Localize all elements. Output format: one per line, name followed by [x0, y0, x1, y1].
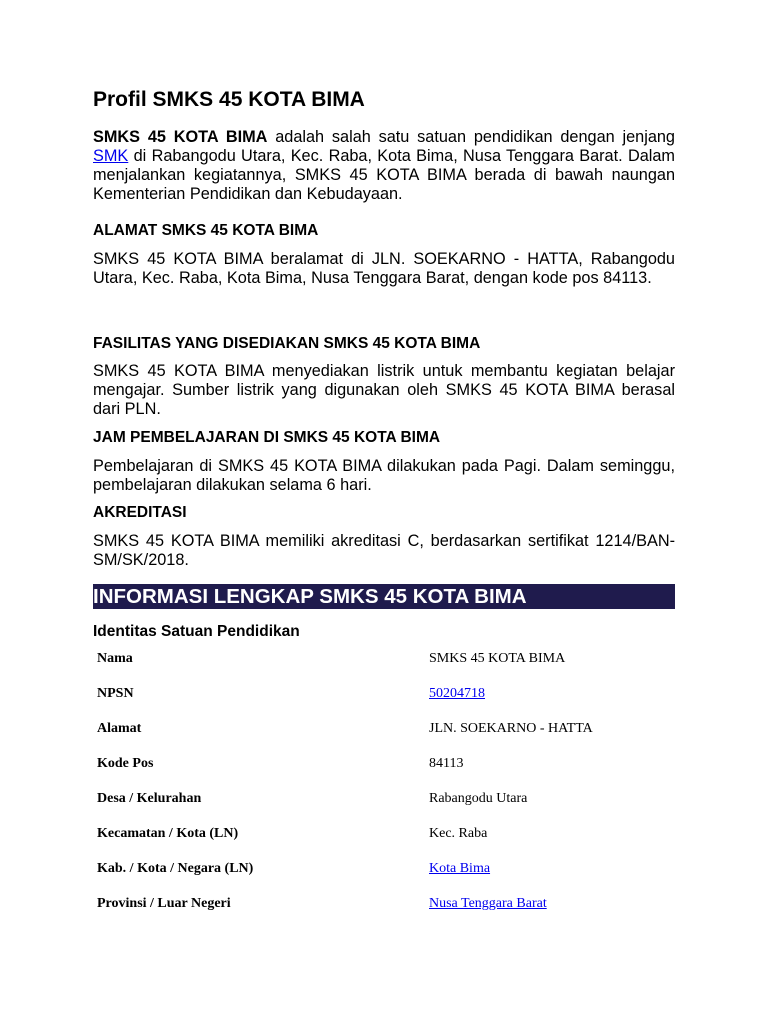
jam-paragraph: Pembelajaran di SMKS 45 KOTA BIMA dilakukan pada Pagi. Dalam seminggu, pembelajaran dilakukan selama 6 hari. — [93, 457, 675, 494]
npsn-link[interactable]: 50204718 — [429, 685, 485, 701]
row-value-kecamatan: Kec. Raba — [429, 825, 488, 841]
identity-table — [93, 641, 675, 921]
intro-school-name: SMKS 45 KOTA BIMA — [93, 128, 268, 146]
provinsi-link[interactable]: Nusa Tenggara Barat — [429, 895, 547, 911]
akreditasi-heading: AKREDITASI — [93, 504, 187, 521]
row-label-kabupaten: Kab. / Kota / Negara (LN) — [97, 860, 254, 876]
row-value-alamat: JLN. SOEKARNO - HATTA — [429, 720, 593, 736]
table-row — [93, 886, 675, 921]
table-row — [93, 781, 675, 816]
row-value-desa: Rabangodu Utara — [429, 790, 528, 806]
info-banner: INFORMASI LENGKAP SMKS 45 KOTA BIMA — [93, 584, 675, 609]
smk-link[interactable]: SMK — [93, 147, 129, 165]
kota-bima-link[interactable]: Kota Bima — [429, 860, 491, 876]
table-row — [93, 676, 675, 711]
alamat-heading: ALAMAT SMKS 45 KOTA BIMA — [93, 222, 319, 239]
row-label-nama: Nama — [97, 650, 133, 666]
alamat-paragraph: SMKS 45 KOTA BIMA beralamat di JLN. SOEKARNO - HATTA, Rabangodu Utara, Kec. Raba, Kota Bima, Nusa Tenggara Barat, dengan kode pos 84113. — [93, 250, 675, 287]
intro-text-2: di Rabangodu Utara, Kec. Raba, Kota Bima, Nusa Tenggara Barat. Dalam menjalankan kegiatannya, SMKS 45 KOTA BIMA berada di bawah naungan Kementerian Pendidikan dan Kebudayaan. — [93, 147, 675, 203]
row-label-npsn: NPSN — [97, 685, 134, 701]
jam-heading: JAM PEMBELAJARAN DI SMKS 45 KOTA BIMA — [93, 429, 441, 446]
row-label-alamat: Alamat — [97, 720, 142, 736]
row-label-desa: Desa / Kelurahan — [97, 790, 202, 806]
fasilitas-paragraph: SMKS 45 KOTA BIMA menyediakan listrik untuk membantu kegiatan belajar mengajar. Sumber listrik yang digunakan oleh SMKS 45 KOTA BIMA berasal dari PLN. — [93, 362, 675, 418]
row-label-kecamatan: Kecamatan / Kota (LN) — [97, 825, 239, 841]
table-row — [93, 641, 675, 676]
row-value-kode-pos: 84113 — [429, 755, 464, 771]
fasilitas-heading: FASILITAS YANG DISEDIAKAN SMKS 45 KOTA BIMA — [93, 335, 481, 352]
row-value-nama: SMKS 45 KOTA BIMA — [429, 650, 566, 666]
intro-text-1: adalah salah satu satuan pendidikan dengan jenjang — [267, 128, 675, 146]
page-title: Profil SMKS 45 KOTA BIMA — [93, 88, 365, 111]
row-label-provinsi: Provinsi / Luar Negeri — [97, 895, 231, 911]
identity-subheading: Identitas Satuan Pendidikan — [93, 623, 300, 640]
table-row — [93, 711, 675, 746]
akreditasi-paragraph: SMKS 45 KOTA BIMA memiliki akreditasi C, berdasarkan sertifikat 1214/BAN-SM/SK/2018. — [93, 532, 675, 569]
table-row — [93, 851, 675, 886]
table-row — [93, 816, 675, 851]
row-label-kode-pos: Kode Pos — [97, 755, 154, 771]
table-row — [93, 746, 675, 781]
intro-paragraph — [93, 128, 675, 204]
